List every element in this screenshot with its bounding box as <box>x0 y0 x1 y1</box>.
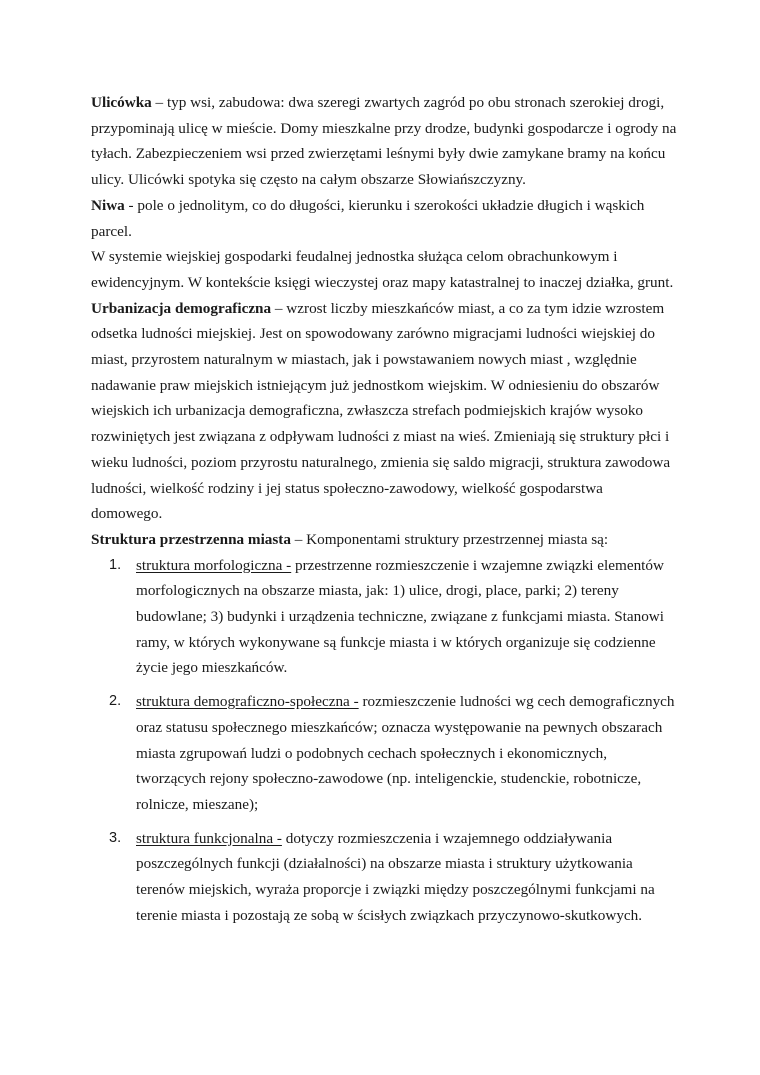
definition-urbanizacja: – wzrost liczby mieszkańców miast, a co za tym idzie wzrostem odsetka ludności miejskiej. Jest on spowodowany zarówno migracjami ludności wiejskiej do miast, przyrostem naturalnym w miastach, jak i powstawaniem nowych miast , względnie nadawanie praw miejskich istniejącym już jednostkom wiejskim. W odniesieniu do obszarów wiejskich ich urbanizacja demograficzna, zwłaszcza strefach podmiejskich krajów wysoko rozwiniętych jest związana z odpływam ludności z miast na wieś. Zmieniają się struktury płci i wieku ludności, poziom przyrostu naturalnego, zmienia się saldo migracji, struktura zawodowa ludności, wielkość rodziny i jej status społeczno-zawodowy, wielkość gospodarstwa domowego. <box>91 299 671 523</box>
list-item <box>91 553 677 682</box>
list-item <box>91 689 677 818</box>
definition-niwa: - pole o jednolitym, co do długości, kierunku i szerokości układzie długich i wąskich parcel. <box>91 196 645 240</box>
list-item-label: struktura funkcjonalna - <box>136 829 282 847</box>
term-ulicowka: Ulicówka <box>91 94 152 111</box>
list-number: 1. <box>109 556 122 573</box>
list-item-text: dotyczy rozmieszczenia i wzajemnego oddziaływania poszczególnych funkcji (działalności) na obszarze miasta i struktury użytkowania terenów miejskich, wyraża proporcje i związki między poszczególnymi funkcjami na terenie miasta i pozostają ze sobą w ścisłych związkach przyczynowo-skutkowych. <box>136 829 655 924</box>
list-item-text: rozmieszczenie ludności wg cech demograficznych oraz statusu społecznego mieszkańców; oznacza występowanie na pewnych obszarach miasta zgrupowań ludzi o podobnych cechach społecznych i ekonomicznych, tworzących rejony społeczno-zawodowe (np. inteligenckie, studenckie, robotnicze, rolnicze, mieszane); <box>136 693 675 813</box>
list-item <box>91 826 677 929</box>
list-item-label: struktura morfologiczna - <box>136 556 292 574</box>
struktura-list <box>91 553 677 929</box>
definition-struktura: – Komponentami struktury przestrzennej miasta są: <box>290 530 609 548</box>
term-urbanizacja: Urbanizacja demograficzna <box>91 299 272 317</box>
paragraph-niwa <box>91 193 677 244</box>
paragraph-niwa-extra: W systemie wiejskiej gospodarki feudalnej jednostka służąca celom obrachunkowym i ewidencyjnym. W kontekście księgi wieczystej oraz mapy katastralnej to inaczej działka, grunt. <box>91 248 674 291</box>
list-number: 3. <box>109 829 122 846</box>
definition-ulicowka: – typ wsi, zabudowa: dwa szeregi zwartych zagród po obu stronach szerokiej drogi, przypominają ulicę w mieście. Domy mieszkalne przy drodze, budynki gospodarcze i ogrody na tyłach. Zabezpieczeniem wsi przed zwierzętami leśnymi były dwie zamykane bramy na końcu ulicy. Ulicówki spotyka się często na całym obszarze Słowiańszczyzny. <box>91 94 677 189</box>
document-page <box>91 90 677 937</box>
term-struktura: Struktura przestrzenna miasta <box>91 530 291 548</box>
list-number: 2. <box>109 693 122 710</box>
list-item-text: przestrzenne rozmieszczenie i wzajemne związki elementów morfologicznych na obszarze miasta, jak: 1) ulice, drogi, place, parki; 2) tereny budowlane; 3) budynki i urządzenia techniczne, związane z funkcjami miasta. Stanowi ramy, w których wykonywane są funkcje miasta i w których organizuje się codzienne życie jego mieszkańców. <box>136 556 664 677</box>
term-niwa: Niwa <box>91 196 125 214</box>
paragraph-struktura <box>91 527 677 553</box>
paragraph-urbanizacja <box>91 296 677 527</box>
paragraph-ulicowka <box>91 90 677 193</box>
list-item-label: struktura demograficzno-społeczna - <box>136 693 359 711</box>
